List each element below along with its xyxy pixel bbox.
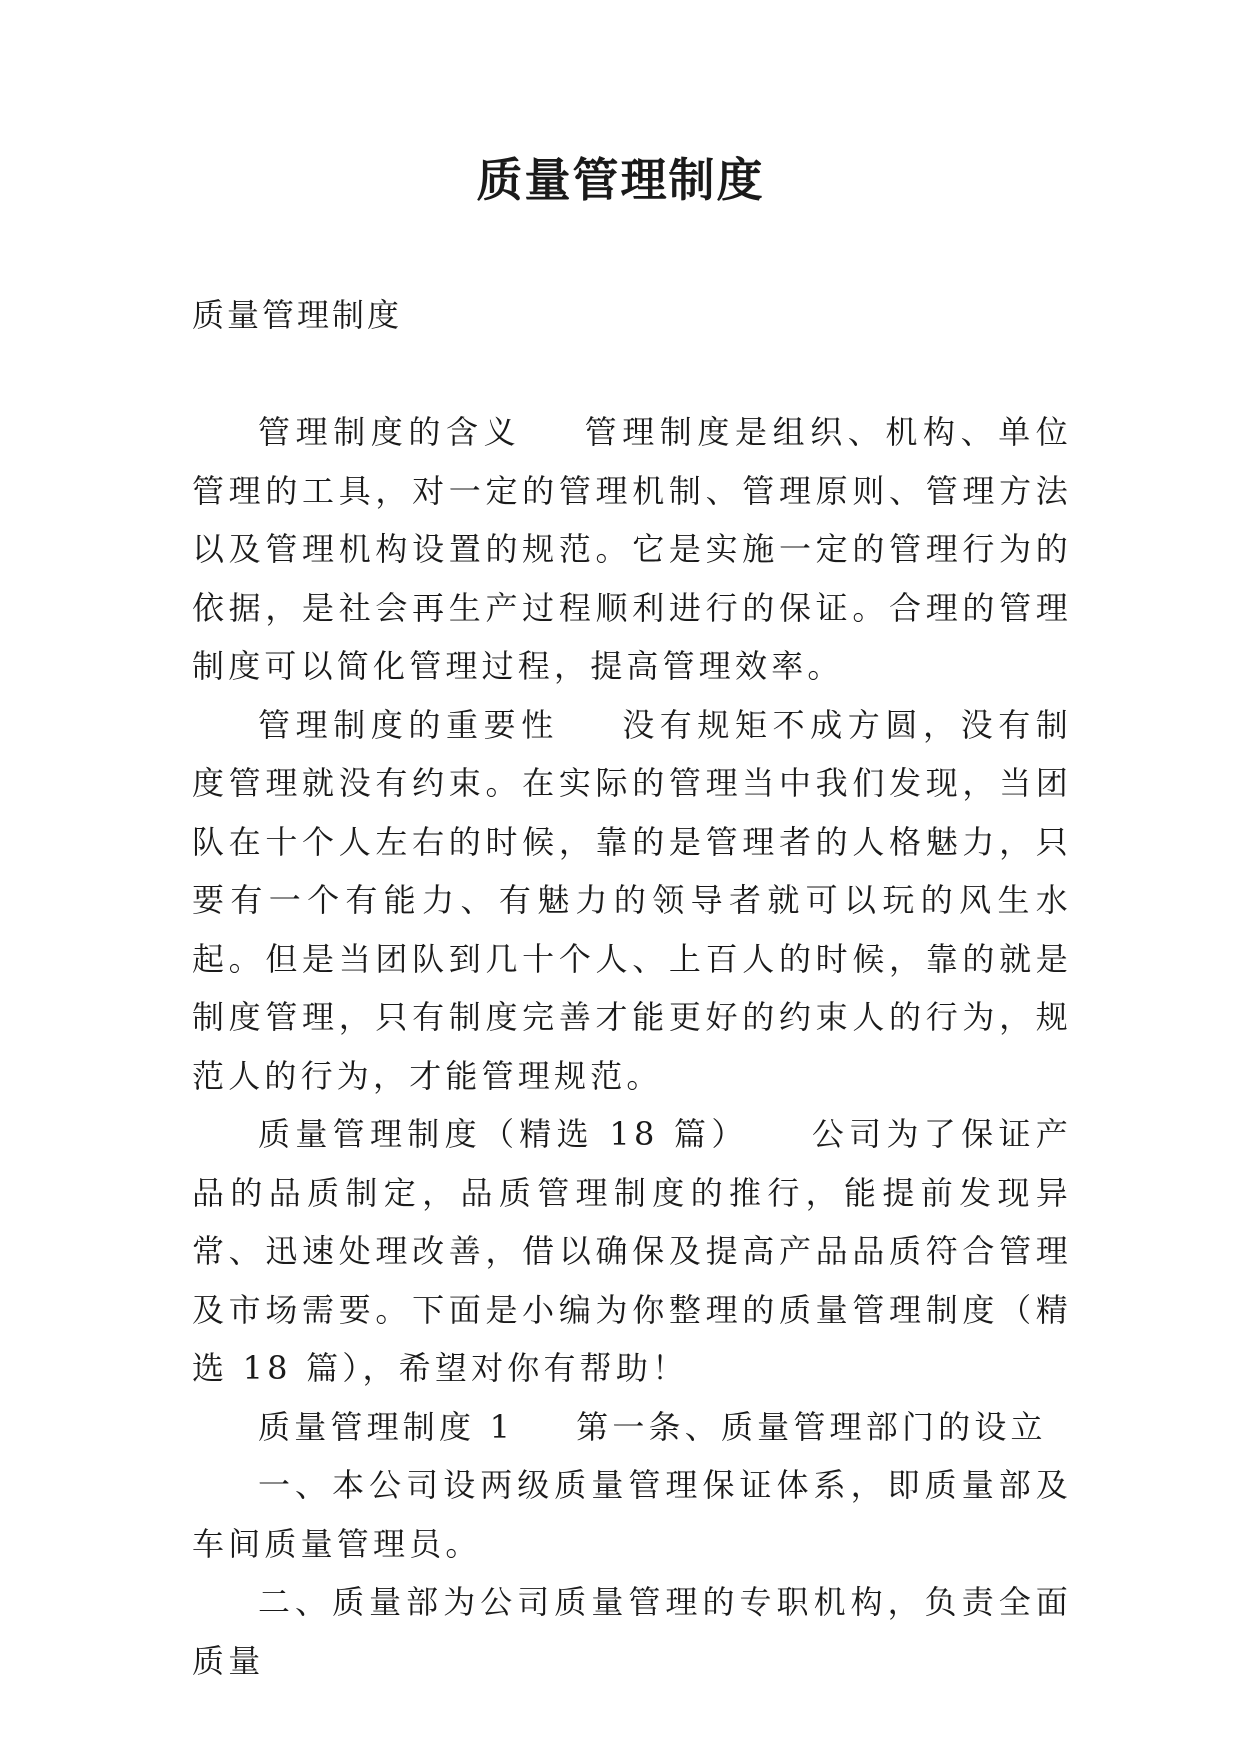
paragraph-item-2 <box>192 1573 1072 1690</box>
paragraph-lead: 质量管理制度（精选 18 篇） <box>258 1115 749 1153</box>
paragraph-lead: 管理制度的含义 <box>258 413 522 451</box>
paragraph-text: 管理制度是组织、机构、单位管理的工具，对一定的管理机制、管理原则、管理方法以及管理机构设置的规范。它是实施一定的管理行为的依据，是社会再生产过程顺利进行的保证。合理的管理制度可以简化管理过程，提高管理效率。 <box>192 413 1072 685</box>
document-title: 质量管理制度 <box>476 153 765 207</box>
paragraph-meaning <box>192 403 1072 696</box>
paragraph-text: 一、本公司设两级质量管理保证体系，即质量部及车间质量管理员。 <box>192 1466 1072 1563</box>
paragraph-lead: 质量管理制度 1 <box>258 1407 515 1446</box>
paragraph-text: 公司为了保证产品的品质制定，品质管理制度的推行，能提前发现异常、迅速处理改善，借以确保及提高产品品质符合管理及市场需要。下面是小编为你整理的质量管理制度（精选 18 篇），希望对你有帮助！ <box>192 1115 1072 1387</box>
document-body <box>192 403 1072 1690</box>
paragraph-section-1 <box>192 1398 1072 1457</box>
paragraph-lead: 管理制度的重要性 <box>258 705 559 744</box>
document-subtitle: 质量管理制度 <box>192 296 403 334</box>
paragraph-intro <box>192 1105 1072 1398</box>
paragraph-importance <box>192 696 1072 1106</box>
paragraph-text: 二、质量部为公司质量管理的专职机构，负责全面质量 <box>192 1583 1072 1680</box>
paragraph-text: 第一条、质量管理部门的设立 <box>576 1407 1047 1446</box>
paragraph-item-1 <box>192 1456 1072 1573</box>
paragraph-text: 没有规矩不成方圆，没有制度管理就没有约束。在实际的管理当中我们发现，当团队在十个人左右的时候，靠的是管理者的人格魅力，只要有一个有能力、有魅力的领导者就可以玩的风生水起。但是当团队到几十个人、上百人的时候，靠的就是制度管理，只有制度完善才能更好的约束人的行为，规范人的行为，才能管理规范。 <box>192 705 1072 1095</box>
